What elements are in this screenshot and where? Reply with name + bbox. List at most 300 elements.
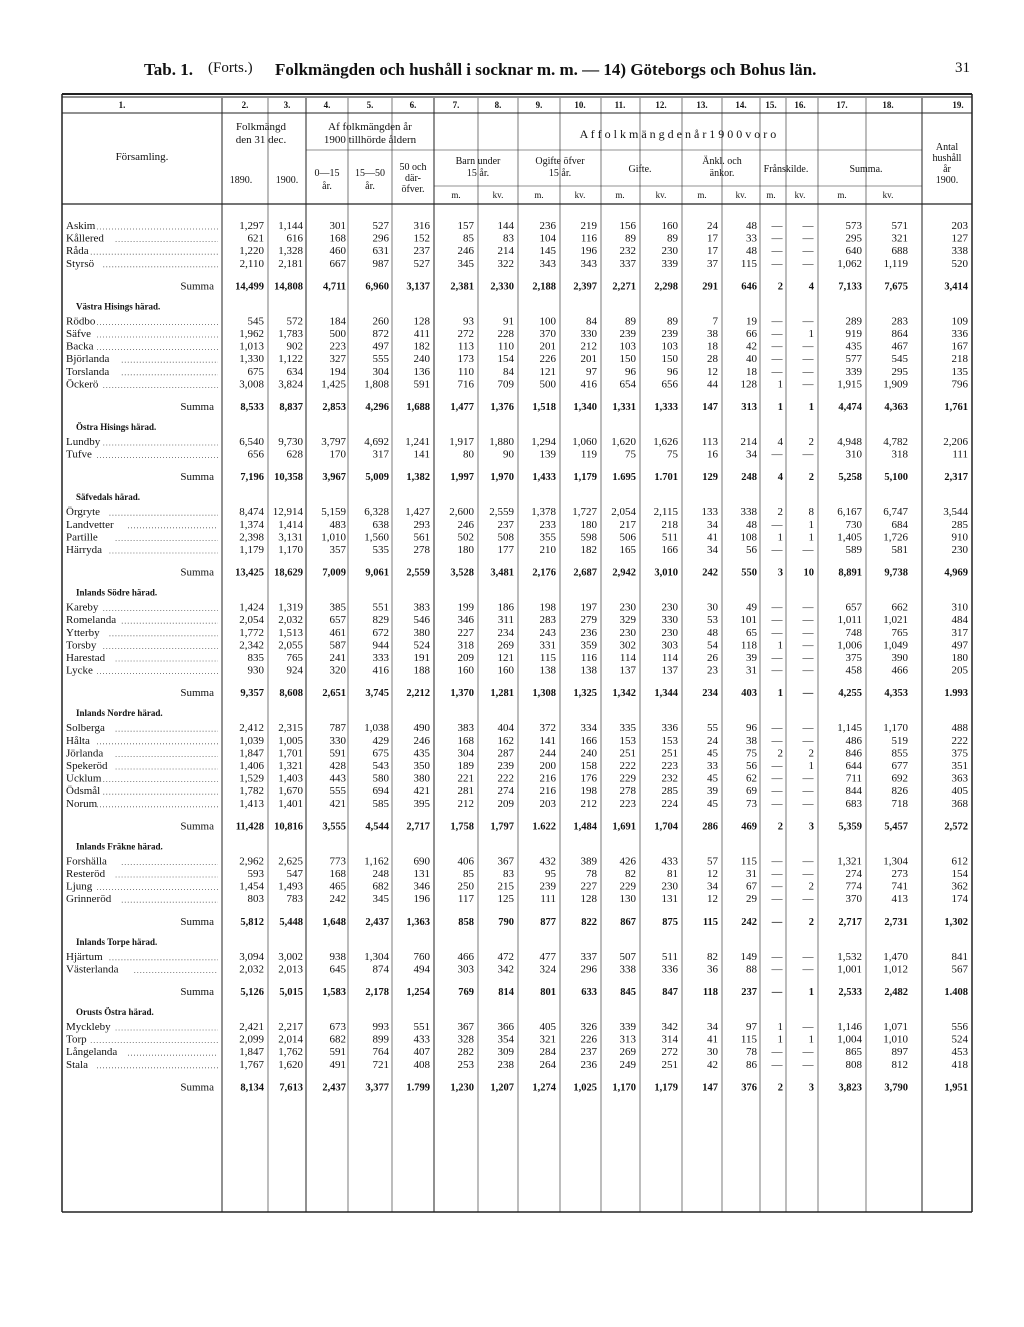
- table-cell: 874: [372, 963, 389, 976]
- table-cell: 435: [413, 747, 430, 760]
- table-cell: 131: [661, 893, 678, 906]
- table-cell: 899: [372, 1033, 389, 1046]
- table-cell: 1,010: [883, 1033, 908, 1046]
- table-cell: 667: [329, 257, 346, 270]
- table-cell: 416: [372, 664, 389, 677]
- table-cell: 488: [951, 722, 968, 735]
- parish-name: Torp: [66, 1033, 87, 1046]
- table-cell: 6,328: [364, 506, 389, 519]
- table-cell: 111: [952, 448, 968, 461]
- table-cell: 75: [625, 448, 636, 461]
- table-cell: 555: [329, 785, 346, 798]
- table-cell: 239: [497, 760, 514, 772]
- table-cell: 339: [619, 1021, 636, 1033]
- table-cell: 585: [372, 797, 389, 810]
- summa-cell: 286: [702, 821, 718, 833]
- page-title: Folkmängden och hushåll i socknar m. m. — 14) Göteborgs och Bohus län.: [275, 60, 817, 79]
- summa-cell: 1,997: [450, 472, 474, 484]
- parish-name: Ucklum: [66, 772, 102, 785]
- table-cell: 1,847: [239, 747, 264, 760]
- table-cell: 83: [503, 232, 514, 245]
- subgroup-label: Gifte.: [628, 164, 652, 175]
- table-cell: 1,529: [239, 772, 264, 785]
- summa-cell: 2,212: [406, 688, 430, 700]
- table-cell: 1,772: [239, 626, 264, 639]
- table-cell: 223: [661, 760, 678, 772]
- summa-cell: 1,583: [322, 987, 346, 998]
- table-cell: 472: [497, 950, 514, 963]
- table-cell: 1,005: [278, 734, 303, 747]
- table-cell: —: [802, 257, 814, 270]
- table-cell: 251: [619, 747, 636, 760]
- parish-name: Torsby: [66, 639, 97, 652]
- parish-name: Råda: [66, 245, 89, 258]
- table-cell: 110: [497, 340, 514, 353]
- table-cell: 519: [891, 734, 908, 747]
- table-cell: 158: [580, 760, 597, 772]
- table-cell: 236: [539, 220, 556, 232]
- table-cell: 616: [286, 232, 303, 245]
- table-cell: 692: [891, 772, 908, 785]
- table-cell: —: [771, 722, 783, 735]
- table-cell: 246: [413, 734, 430, 747]
- table-cell: 215: [497, 880, 514, 893]
- district-heading: Inlands Torpe härad.: [76, 936, 158, 947]
- subgroup-label: Summa.: [849, 164, 883, 175]
- table-cell: —: [771, 353, 783, 366]
- table-cell: —: [802, 245, 814, 258]
- summa-cell: 2,437: [322, 1082, 346, 1094]
- table-cell: 57: [707, 855, 718, 868]
- table-cell: 42: [707, 1058, 718, 1071]
- summa-cell: 801: [540, 987, 556, 998]
- table-cell: 354: [497, 1033, 514, 1046]
- parish-name: Lycke: [66, 664, 93, 677]
- table-cell: 524: [951, 1033, 968, 1046]
- table-cell: 128: [740, 378, 757, 391]
- parish-name: Tufve: [66, 448, 92, 461]
- summa-cell: 2,533: [838, 987, 862, 998]
- table-cell: 100: [539, 315, 556, 328]
- table-cell: 321: [539, 1033, 556, 1046]
- table-cell: 125: [497, 893, 514, 906]
- summa-cell: 1,254: [406, 987, 430, 998]
- sex-label: kv.: [735, 190, 747, 200]
- table-cell: 95: [545, 868, 556, 880]
- table-cell: 230: [619, 601, 636, 614]
- table-cell: 351: [951, 760, 968, 772]
- table-cell: 253: [457, 1058, 474, 1071]
- summa-cell: 790: [498, 916, 514, 928]
- parish-name: Resteröd: [66, 868, 106, 880]
- table-cell: 765: [286, 652, 303, 664]
- table-cell: 157: [457, 220, 474, 232]
- table-cell: 309: [497, 1046, 514, 1059]
- table-cell: —: [771, 855, 783, 868]
- table-cell: 81: [667, 868, 678, 880]
- table-cell: 864: [891, 328, 908, 340]
- parish-name: Grinneröd: [66, 893, 112, 906]
- table-cell: 572: [286, 315, 303, 328]
- summa-cell: 5,100: [884, 472, 908, 484]
- summa-cell: 2,381: [450, 281, 474, 293]
- table-cell: —: [771, 448, 783, 461]
- table-cell: 269: [497, 639, 514, 652]
- table-cell: 188: [413, 664, 430, 677]
- table-cell: 6,540: [239, 436, 264, 448]
- parish-name: Myckleby: [66, 1021, 111, 1033]
- summa-cell: 769: [458, 987, 474, 998]
- table-cell: 527: [413, 257, 430, 270]
- table-cell: 199: [457, 601, 474, 614]
- summa-cell: 248: [741, 472, 757, 484]
- table-cell: —: [802, 365, 814, 378]
- table-cell: 89: [667, 315, 678, 328]
- table-cell: 45: [707, 747, 718, 760]
- table-cell: 1,319: [278, 601, 303, 614]
- table-cell: 201: [539, 340, 556, 353]
- summa-cell: 9,738: [884, 567, 908, 579]
- table-cell: 545: [247, 315, 264, 328]
- table-cell: 279: [580, 614, 597, 627]
- table-cell: 56: [746, 544, 757, 556]
- table-cell: 3,824: [278, 378, 303, 391]
- table-cell: 1,670: [278, 785, 303, 798]
- table-cell: 96: [746, 722, 757, 735]
- table-cell: —: [802, 772, 814, 785]
- column-number: 6.: [409, 100, 417, 110]
- summa-cell: 1,025: [573, 1082, 597, 1094]
- summa-cell: 291: [702, 281, 718, 293]
- table-cell: 673: [329, 1021, 346, 1033]
- table-cell: 145: [539, 245, 556, 258]
- table-cell: 153: [619, 734, 636, 747]
- table-cell: 296: [580, 963, 597, 976]
- table-cell: 1,454: [239, 880, 264, 893]
- table-cell: 34: [707, 544, 718, 556]
- table-cell: 657: [845, 601, 862, 614]
- column-number: 19.: [952, 100, 964, 110]
- table-cell: 41: [707, 531, 718, 544]
- table-cell: 45: [707, 797, 718, 810]
- table-cell: 571: [891, 220, 908, 232]
- sex-label: kv.: [492, 190, 504, 200]
- summa-cell: 2,397: [573, 281, 597, 293]
- table-cell: 345: [457, 257, 474, 270]
- table-cell: 160: [457, 664, 474, 677]
- table-cell: 91: [503, 315, 514, 328]
- table-cell: 500: [329, 328, 346, 340]
- table-cell: 240: [580, 747, 597, 760]
- column-number: 8.: [494, 100, 502, 110]
- summa-label: Summa: [180, 566, 214, 579]
- table-cell: 527: [372, 220, 389, 232]
- table-cell: —: [802, 353, 814, 366]
- summa-cell: 5,126: [240, 987, 264, 998]
- table-cell: 167: [951, 340, 968, 353]
- table-cell: 2,110: [239, 257, 264, 270]
- table-cell: 141: [539, 734, 556, 747]
- table-cell: 1,220: [239, 245, 264, 258]
- table-cell: 2,014: [278, 1033, 303, 1046]
- table-cell: 75: [667, 448, 678, 461]
- table-cell: 34: [707, 1021, 718, 1033]
- table-cell: 82: [625, 868, 636, 880]
- table-cell: 111: [540, 893, 556, 906]
- table-cell: 2,342: [239, 639, 264, 652]
- table-cell: 86: [746, 1058, 757, 1071]
- table-cell: 17: [707, 232, 718, 245]
- table-cell: 688: [891, 245, 908, 258]
- table-cell: —: [771, 785, 783, 798]
- table-cell: 170: [329, 448, 346, 461]
- column-number: 17.: [836, 100, 848, 110]
- table-cell: 246: [457, 245, 474, 258]
- table-cell: 119: [580, 448, 597, 461]
- summa-cell: 845: [620, 987, 636, 998]
- summa-cell: 10: [803, 567, 814, 579]
- table-cell: 897: [891, 1046, 908, 1059]
- summa-cell: 3,745: [365, 688, 389, 700]
- summa-cell: 8,608: [279, 688, 303, 700]
- table-cell: 177: [497, 544, 514, 556]
- table-cell: 466: [457, 950, 474, 963]
- table-cell: 677: [891, 760, 908, 772]
- table-cell: 2: [808, 436, 814, 448]
- table-cell: 144: [497, 220, 514, 232]
- sex-label: m.: [697, 190, 707, 200]
- table-cell: 506: [619, 531, 636, 544]
- summa-cell: 2: [777, 821, 783, 833]
- summa-cell: 3,555: [322, 821, 346, 833]
- table-cell: 2,206: [943, 436, 968, 448]
- summa-cell: 1,281: [490, 688, 514, 700]
- table-cell: 375: [845, 652, 862, 664]
- table-cell: 3,094: [239, 950, 264, 963]
- summa-cell: 1,648: [322, 916, 346, 928]
- summa-cell: 1,230: [450, 1082, 474, 1094]
- table-cell: 8: [808, 506, 814, 519]
- table-cell: 872: [372, 328, 389, 340]
- table-cell: 336: [951, 328, 968, 340]
- table-cell: 426: [619, 855, 636, 868]
- summa-cell: 129: [702, 472, 718, 484]
- table-cell: 1,782: [239, 785, 264, 798]
- summa-cell: 8,533: [240, 402, 264, 413]
- summa-cell: 2,572: [944, 821, 968, 833]
- table-cell: 96: [625, 365, 636, 378]
- table-cell: 1: [808, 760, 814, 772]
- table-cell: 237: [497, 518, 514, 531]
- table-cell: 78: [746, 1046, 757, 1059]
- table-cell: 1,493: [278, 880, 303, 893]
- table-cell: 83: [503, 868, 514, 880]
- table-cell: 336: [661, 722, 678, 735]
- table-cell: 612: [951, 855, 968, 868]
- table-cell: 227: [580, 880, 597, 893]
- table-cell: 137: [661, 664, 678, 677]
- table-cell: 222: [497, 772, 514, 785]
- summa-cell: 2,330: [490, 281, 514, 293]
- table-cell: 226: [580, 1033, 597, 1046]
- district-heading: Västra Hisings härad.: [76, 301, 161, 312]
- summa-cell: —: [771, 987, 783, 998]
- table-cell: 640: [845, 245, 862, 258]
- column-number: 5.: [366, 100, 374, 110]
- sex-label: kv.: [574, 190, 586, 200]
- summa-cell: 242: [702, 567, 718, 579]
- summa-cell: 3,528: [450, 567, 474, 579]
- table-cell: 273: [891, 868, 908, 880]
- table-cell: —: [802, 868, 814, 880]
- table-cell: 162: [497, 734, 514, 747]
- summa-cell: 5,457: [884, 821, 908, 833]
- table-cell: 26: [707, 652, 718, 664]
- table-cell: 30: [707, 1046, 718, 1059]
- table-cell: —: [771, 328, 783, 340]
- summa-cell: 2,559: [406, 567, 430, 579]
- table-cell: 330: [329, 734, 346, 747]
- table-cell: 40: [746, 353, 757, 366]
- table-cell: 278: [413, 544, 430, 556]
- table-cell: 69: [746, 785, 757, 798]
- summa-cell: 1,382: [406, 472, 430, 484]
- table-cell: 173: [457, 353, 474, 366]
- table-cell: —: [802, 378, 814, 391]
- table-cell: 865: [845, 1046, 862, 1059]
- table-cell: 2,217: [278, 1021, 303, 1033]
- table-cell: 318: [891, 448, 908, 461]
- table-cell: 139: [539, 448, 556, 461]
- table-cell: 783: [286, 893, 303, 906]
- table-cell: 330: [580, 328, 597, 340]
- table-cell: 672: [372, 626, 389, 639]
- table-cell: 2,055: [278, 639, 303, 652]
- age-label: 15—50: [355, 168, 385, 179]
- table-cell: 657: [329, 614, 346, 627]
- table-cell: 1,414: [278, 518, 303, 531]
- summa-cell: 2,437: [365, 916, 389, 928]
- table-cell: 48: [746, 220, 757, 232]
- table-cell: 338: [740, 506, 757, 519]
- summa-cell: 4: [808, 281, 814, 293]
- table-cell: 435: [845, 340, 862, 353]
- table-cell: 383: [413, 601, 430, 614]
- table-cell: —: [771, 245, 783, 258]
- table-cell: 2,099: [239, 1033, 264, 1046]
- table-cell: 577: [845, 353, 862, 366]
- table-cell: 1,060: [572, 436, 597, 448]
- table-cell: 283: [891, 315, 908, 328]
- district-heading: Östra Hisings härad.: [76, 422, 157, 432]
- summa-cell: 2,317: [944, 472, 968, 484]
- table-cell: 1,767: [239, 1058, 264, 1071]
- parish-name: Kållered: [66, 232, 104, 245]
- table-cell: 418: [951, 1058, 968, 1071]
- table-cell: 48: [746, 518, 757, 531]
- table-cell: 1,915: [837, 378, 862, 391]
- table-cell: 2,625: [278, 855, 303, 868]
- summa-cell: 237: [741, 987, 757, 998]
- table-cell: 711: [845, 772, 862, 785]
- summa-cell: 3: [808, 821, 814, 833]
- table-cell: 587: [329, 639, 346, 652]
- table-cell: 765: [891, 626, 908, 639]
- summa-cell: 847: [662, 987, 678, 998]
- summa-cell: 1,376: [490, 402, 514, 413]
- table-cell: 841: [951, 950, 968, 963]
- table-cell: —: [771, 963, 783, 976]
- table-cell: 168: [457, 734, 474, 747]
- summa-label: Summa: [180, 471, 214, 484]
- table-cell: 108: [740, 531, 757, 544]
- table-cell: 37: [707, 257, 718, 270]
- table-cell: 1,560: [364, 531, 389, 544]
- table-cell: 2,962: [239, 855, 264, 868]
- table-cell: 408: [413, 1058, 430, 1071]
- table-cell: 196: [413, 893, 430, 906]
- table-cell: 359: [580, 639, 597, 652]
- table-cell: 304: [457, 747, 474, 760]
- summa-cell: 313: [741, 402, 757, 413]
- table-cell: 337: [580, 950, 597, 963]
- table-cell: 2: [808, 747, 814, 760]
- table-cell: 1,011: [837, 614, 862, 627]
- table-cell: 411: [413, 328, 430, 340]
- parish-name: Lundby: [66, 436, 101, 448]
- table-cell: —: [802, 544, 814, 556]
- table-cell: 49: [746, 601, 757, 614]
- table-cell: 198: [539, 601, 556, 614]
- table-cell: 165: [619, 544, 636, 556]
- table-cell: 33: [746, 232, 757, 245]
- sex-label: m.: [451, 190, 461, 200]
- table-cell: 115: [740, 855, 757, 868]
- summa-cell: 8,891: [838, 567, 862, 579]
- district-heading: Orusts Östra härad.: [76, 1007, 154, 1017]
- table-cell: 121: [497, 652, 514, 664]
- summa-cell: —: [802, 688, 814, 700]
- summa-cell: 3,481: [490, 567, 514, 579]
- table-cell: 224: [661, 797, 678, 810]
- table-cell: 6,747: [883, 506, 908, 519]
- table-cell: 333: [372, 652, 389, 664]
- summa-cell: 147: [702, 402, 718, 413]
- table-cell: 229: [619, 880, 636, 893]
- table-cell: 31: [746, 664, 757, 677]
- table-cell: 796: [951, 378, 968, 391]
- summa-cell: 1,207: [490, 1082, 514, 1094]
- table-cell: 413: [891, 893, 908, 906]
- antal-label: Antal: [935, 142, 959, 153]
- table-cell: 44: [707, 378, 718, 391]
- table-cell: 191: [413, 652, 430, 664]
- summa-cell: 1.622: [532, 821, 556, 833]
- table-cell: —: [771, 544, 783, 556]
- parish-name: Västerlanda: [66, 963, 119, 976]
- table-cell: —: [771, 880, 783, 893]
- table-cell: 1,297: [239, 220, 264, 232]
- table-cell: 295: [891, 365, 908, 378]
- table-cell: 84: [503, 365, 514, 378]
- subgroup-label: Frånskilde.: [763, 164, 809, 175]
- sex-label: m.: [615, 190, 625, 200]
- summa-cell: 5,258: [838, 472, 862, 484]
- table-cell: 1,071: [883, 1021, 908, 1033]
- table-cell: 1,006: [837, 639, 862, 652]
- table-cell: 197: [580, 601, 597, 614]
- table-cell: 303: [661, 639, 678, 652]
